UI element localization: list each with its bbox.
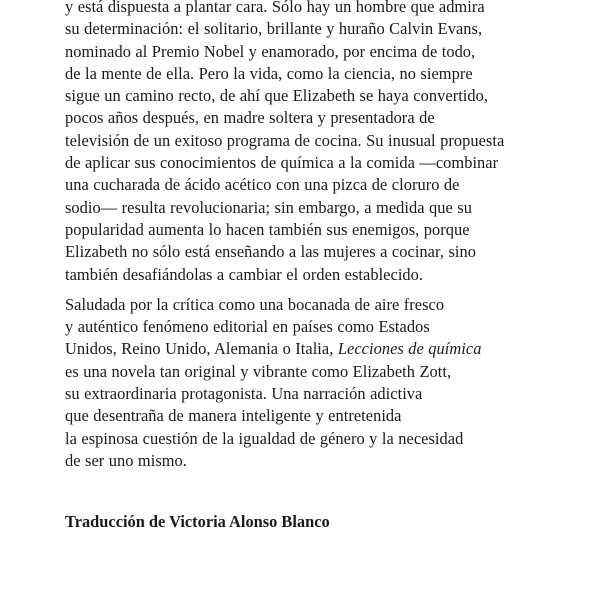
text-line: de ser uno mismo. xyxy=(65,450,187,470)
text-column xyxy=(65,0,543,534)
text-line: y auténtico fenómeno editorial en países como Estados xyxy=(65,317,430,337)
text-line: una cucharada de ácido acético con una pizca de cloruro de xyxy=(65,175,460,195)
paragraph-synopsis xyxy=(65,0,543,286)
text-line: pocos años después, en madre soltera y presentadora de xyxy=(65,108,435,128)
text-line: su determinación: el solitario, brillante y huraño Calvin Evans, xyxy=(65,19,483,39)
text-fragment: Unidos, Reino Unido, Alemania o Italia, xyxy=(65,339,338,359)
text-line: de la mente de ella. Pero la vida, como la ciencia, no siempre xyxy=(65,63,473,83)
text-line: la espinosa cuestión de la igualdad de género y la necesidad xyxy=(65,428,464,448)
text-line: también desafiándolas a cambiar el orden establecido. xyxy=(65,264,424,284)
text-line: Saludada por la crítica como una bocanada de aire fresco xyxy=(65,294,445,314)
text-line: y está dispuesta a plantar cara. Sólo hay un hombre que admira xyxy=(65,0,485,16)
text-line: televisión de un exitoso programa de cocina. Su inusual propuesta xyxy=(65,130,505,150)
translator-credit: Traducción de Victoria Alonso Blanco xyxy=(65,512,330,532)
text-line: nominado al Premio Nobel y enamorado, por encima de todo, xyxy=(65,41,476,61)
paragraph-praise xyxy=(65,294,543,472)
text-line-with-book-title xyxy=(65,338,543,360)
text-line: que desentraña de manera inteligente y entretenida xyxy=(65,406,402,426)
text-line: de aplicar sus conocimientos de química a la comida —combinar xyxy=(65,153,499,173)
text-line: sigue un camino recto, de ahí que Elizabeth se haya convertido, xyxy=(65,86,489,106)
text-line: Elizabeth no sólo está enseñando a las mujeres a cocinar, sino xyxy=(65,242,476,262)
text-line: es una novela tan original y vibrante como Elizabeth Zott, xyxy=(65,361,452,381)
book-title-italic: Lecciones de química xyxy=(337,339,482,359)
text-line: su extraordinaria protagonista. Una narración adictiva xyxy=(65,384,423,404)
text-line: popularidad aumenta lo hacen también sus enemigos, porque xyxy=(65,219,470,239)
text-line: sodio— resulta revolucionaria; sin embargo, a medida que su xyxy=(65,197,472,217)
